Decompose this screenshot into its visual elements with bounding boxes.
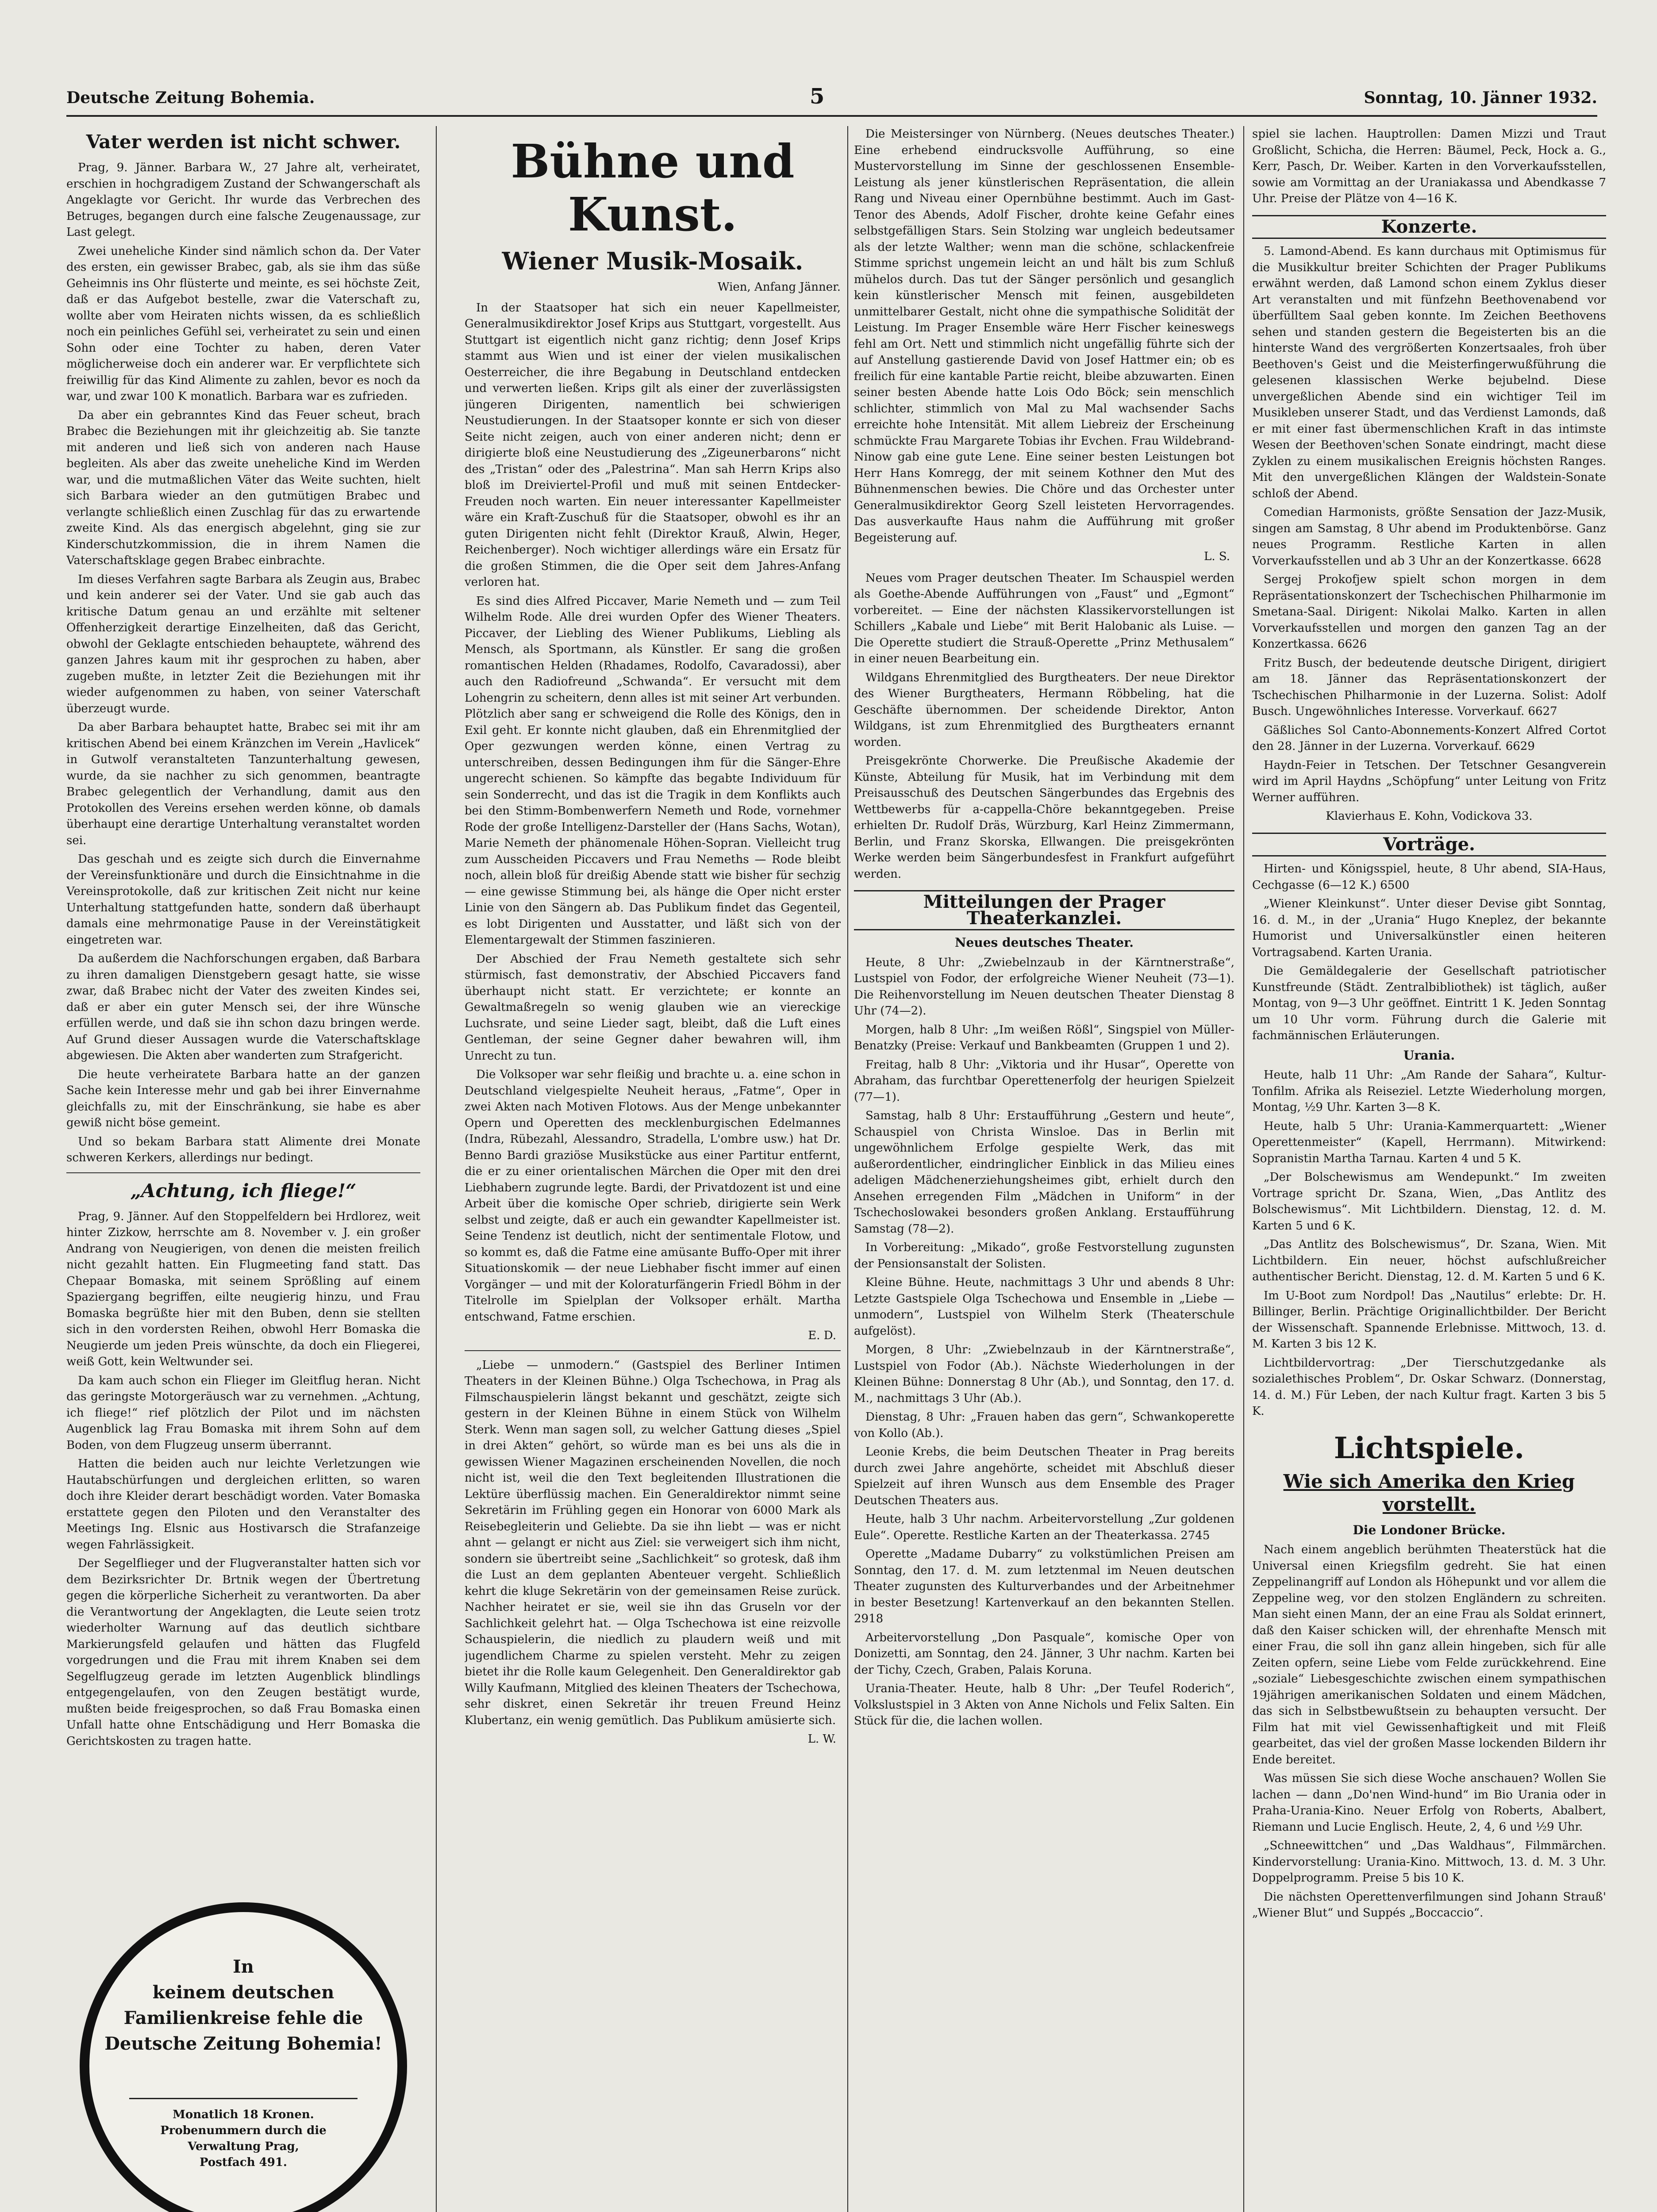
notice-paragraph: Dienstag, 8 Uhr: „Frauen haben das gern“, Schwankoperette von Kollo (Ab.). <box>854 1410 1234 1440</box>
notice-paragraph: Operette „Madame Dubarry“ zu volkstümlichen Preisen am Sonntag, den 17. d. M. zum letztenmal im Neuen deutschen Theater zugunsten des Kulturverbandes und der Arbeitnehmer in bester Besetzung! Kartenverkauf an den bekannten Stellen. 2918 <box>854 1548 1234 1625</box>
subscription-advertisement <box>80 1902 407 2212</box>
column-rule <box>1243 126 1244 2212</box>
section-title-theaterkanzlei: Mitteilungen der Prager Theaterkanzlei. <box>854 890 1234 930</box>
ad-line: keinem deutschen <box>152 1982 334 2003</box>
page-number: 5 <box>810 84 825 109</box>
column-4 <box>1252 126 1606 2212</box>
ad-line: Verwaltung Prag, <box>188 2140 299 2153</box>
column-2 <box>465 126 841 2212</box>
ad-line: Probenummern durch die <box>160 2124 327 2137</box>
ad-details <box>89 2107 397 2170</box>
article-paragraph: Da aber Barbara behauptet hatte, Brabec sei mit ihr am kritischen Abend bei einem Kränzchen im Verein „Havlicek“ in Gutwolf veranstalteten Tanzunterhaltung gewesen, wurde, da sie nachher zu sich genommen, beantragte Brabec gelegentlich der Verhandlung, damit aus den Protokollen des Vereins ersehen werden könne, ob damals überhaupt eine derartige Unterhaltung veranstaltet worden sei. <box>66 721 420 847</box>
notice-paragraph: 5. Lamond-Abend. Es kann durchaus mit Optimismus für die Musikkultur breiter Schichten der Prager Publikums erwähnt werden, daß Lamond schon einem Zyklus dieser Art veranstalten und mit fünfzehn Beethovenabend vor überfülltem Saal geben konnte. Im Zeichen Beethovens sehen und standen gestern die Begeisterten bis an die hinterste Wand des vergrößerten Konzertsaales, froh über Beethoven's Geist und die Meisterfingerwußführung die gelesenen klassischen Werke bejubelnd. Diese unvergeßlichen Abende sind ein wichtiger Teil im Musikleben unserer Stadt, und das Verdienst Lamonds, daß er mit einer fast übermenschlichen Kraft in das intimste Wesen der Beethoven'schen Sonate eindringt, macht diese Zyklen zu einem musikalischen Ereignis höchsten Ranges. Mit den unvergeßlichen Klängen der Waldstein-Sonate schloß der Abend. <box>1252 245 1606 500</box>
notice-paragraph: „Der Bolschewismus am Wendepunkt.“ Im zweiten Vortrage spricht Dr. Szana, Wien, „Das Antlitz des Bolschewismus“. Mit Lichtbildern. Dienstag, 12. d. M. Karten 5 und 6 K. <box>1252 1171 1606 1233</box>
notice-paragraph: Fritz Busch, der bedeutende deutsche Dirigent, dirigiert am 18. Jänner das Repräsentationskonzert der Tschechischen Philharmonie in der Luzerna. Solist: Adolf Busch. Ungewöhnliches Interesse. Vorverkauf. 6627 <box>1252 656 1606 718</box>
column-1 <box>66 126 420 1989</box>
section-subtitle-urania: Urania. <box>1403 1048 1455 1063</box>
section-title-konzerte: Konzerte. <box>1252 215 1606 239</box>
notice-paragraph: Heute, halb 3 Uhr nachm. Arbeitervorstellung „Zur goldenen Eule“. Operette. Restliche Karten an der Theaterkassa. 2745 <box>854 1513 1234 1542</box>
notice-paragraph: Lichtbildervortrag: „Der Tierschutzgedanke als sozialethisches Problem“, Dr. Oskar Schwarz. (Donnerstag, 14. d. M.) Für Leben, der nach Kultur fragt. Karten 3 bis 5 K. <box>1252 1356 1606 1418</box>
notice-paragraph: Heute, 8 Uhr: „Zwiebelnzaub in der Kärntnerstraße“, Lustspiel von Fodor, der erfolgreiche Wiener Neuheit (73—1). Die Reihenvorstellung im Neuen deutschen Theater Dienstag 8 Uhr (74—2). <box>854 956 1234 1018</box>
article-paragraph: Nach einem angeblich berühmten Theaterstück hat die Universal einen Kriegsfilm gedreht. Sie hat einen Zeppelinangriff auf London als Höhepunkt und vor allem die Zeppeline weg, vor den stolzen Engländern zu schreiten. Man sieht einen Mann, der an eine Frau als Soldat erinnert, daß den Kaiser schicken will, der ehrenhafte Mensch mit einer Frau, die soll ihn ganz allein hingeben, sich für alle Zeiten opfern, seine Liebe vom Felde zurückkehrend. Eine „soziale“ Liebesgeschichte zwischen einem sympathischen 19jährigen amerikanischen Soldaten und einem Mädchen, das sich in Selbstbewußtsein zu behaupten versucht. Der Film hat mit viel Gewissenhaftigkeit und mit Fleiß gearbeitet, das viel der großen Masse lockenden Bildern ihr Ende bereitet. <box>1252 1543 1606 1767</box>
notice-paragraph: Freitag, halb 8 Uhr: „Viktoria und ihr Husar“, Operette von Abraham, das furchtbar Operettenerfolg der heurigen Spielzeit (77—1). <box>854 1058 1234 1104</box>
ad-line: Deutsche Zeitung Bohemia! <box>104 2033 382 2054</box>
ad-line: Monatlich 18 Kronen. <box>173 2108 314 2121</box>
article-paragraph: Preisgekrönte Chorwerke. Die Preußische Akademie der Künste, Abteilung für Musik, hat im Verbindung mit dem Preisausschuß des Deutschen Sängerbundes das Ergebnis des Wettbewerbs für a-cappella-Chöre bekanntgegeben. Preise erhielten Dr. Rudolf Dräs, Würzburg, Karl Heinz Zimmermann, Berlin, und Franz Skorska, Ellwangen. Die preisgekrönten Werke werden beim Sängerbundesfest in Frankfurt aufgeführt werden. <box>854 754 1234 881</box>
article-paragraph: Neues vom Prager deutschen Theater. Im Schauspiel werden als Goethe-Abende Aufführungen von „Faust“ und „Egmont“ vorbereitet. — Eine der nächsten Klassikervorstellungen ist Schillers „Kabale und Liebe“ mit Berit Halobanic als Luise. — Die Operette studiert die Strauß-Operette „Prinz Methusalem“ in einer neuen Bearbeitung ein. <box>854 571 1234 665</box>
article-paragraph: Hatten die beiden auch nur leichte Verletzungen wie Hautabschürfungen und dergleichen erlitten, so waren doch ihre Kleider derart beschädigt worden. Vater Bomaska erstattete gegen den Piloten und den Veranstalter des Meetings Ing. Elsnic aus Hostivarsch die Strafanzeige wegen Fahrlässigkeit. <box>66 1457 420 1551</box>
article-paragraph: Zwei uneheliche Kinder sind nämlich schon da. Der Vater des ersten, ein gewisser Brabec, gab, als sie ihm das süße Geheimnis ins Ohr flüsterte und meinte, es sei höchste Zeit, daß er das Aufgebot bestelle, zwar die Vaterschaft zu, wollte aber vom Heiraten nichts wissen, da es schließlich noch ein peinliches Gefühl sei, verheiratet zu sein und einen Sohn oder eine Tochter zu haben, deren Vater möglicherweise doch ein anderer war. Er verpflichtete sich freiwillig für das Kind Alimente zu zahlen, bevor es noch da war, und zwar 100 K monatlich. Barbara war es zufrieden. <box>66 244 420 403</box>
notice-paragraph: In Vorbereitung: „Mikado“, große Festvorstellung zugunsten der Pensionsanstalt der Solisten. <box>854 1241 1234 1271</box>
article-paragraph: Da aber ein gebranntes Kind das Feuer scheut, brach Brabec die Beziehungen mit ihr gleichzeitig ab. Sie tanzte mit anderen und ließ sich von anderen nach Hause begleiten. Als aber das zweite uneheliche Kind im Werden war, und die mutmaßlichen Väter das Weite suchten, hielt sich Barbara wieder an den gutmütigen Brabec und verlangte schließlich einen Zuschlag für das zu erwartende zweite Kind. Als das energisch abgelehnt, ging sie zur Kinderschutzkommission, die in ihrem Namen die Vaterschaftsklage gegen Brabec einbrachte. <box>66 408 420 567</box>
dateline: Wien, Anfang Jänner. <box>717 280 841 294</box>
article-paragraph: Da kam auch schon ein Flieger im Gleitflug heran. Nicht das geringste Motorgeräusch war zu vernehmen. „Achtung, ich fliege!“ rief plötzlich der Pilot und im nächsten Augenblick lag Frau Bomaska mit ihrem Sohn auf dem Boden, von dem Flugzeug unserm überrannt. <box>66 1374 420 1452</box>
article-paragraph: Prag, 9. Jänner. Barbara W., 27 Jahre alt, verheiratet, erschien in hochgradigem Zustand der Schwangerschaft als Angeklagte vor Gericht. Ihr wurde das Verbrechen des Betruges, begangen durch eine falsche Zeugenaussage, zur Last gelegt. <box>66 161 420 239</box>
column-rule <box>847 126 848 2212</box>
notice-paragraph: Heute, halb 11 Uhr: „Am Rande der Sahara“, Kultur-Tonfilm. Afrika als Reiseziel. Letzte Wiederholung morgen, Montag, ½9 Uhr. Karten 3—8 K. <box>1252 1068 1606 1114</box>
section-title-buehne: Bühne und Kunst. <box>511 134 795 242</box>
notice-paragraph: „Schneewittchen“ und „Das Waldhaus“, Filmmärchen. Kindervorstellung: Urania-Kino. Mittwoch, 13. d. M. 3 Uhr. Doppelprogramm. Preise 5 bis 10 K. <box>1252 1839 1606 1885</box>
article-paragraph: „Liebe — unmodern.“ (Gastspiel des Berliner Intimen Theaters in der Kleinen Bühne.) Olga Tschechowa, in Prag als Filmschauspielerin längst bekannt und geschätzt, zeigte sich gestern in der Kleinen Bühne in einem Stück von Wilhelm Sterk. Wenn man sagen soll, zu welcher Gattung dieses „Spiel in drei Akten“ gehört, so würde man es bei uns als die in gewissen Wiener Magazinen erscheinenden Novellen, die noch nicht ist, weil die den Text begleitenden Illustrationen die Lektüre überflüssig machen. Ein Generaldirektor nimmt seine Sekretärin im Frühling gegen ein Honorar von 6000 Mark als Reisebegleiterin und Geliebte. Da sie ihn liebt — was er nicht ahnt — gelangt er nicht aus Ziel: sie verweigert sich ihm nicht, sondern sie übertreibt seine „Sachlichkeit“ so grotesk, daß ihm die Lust an dem geplanten Abenteuer vergeht. Schließlich kehrt die kluge Sekretärin von der gemeinsamen Reise zurück. Nachher heiratet er sie, weil sie ihn das Gruseln vor der Sachlichkeit gelehrt hat. — Olga Tschechowa ist eine reizvolle Schauspielerin, die niedlich zu plaudern weiß und mit jugendlichem Charme zu spielen versteht. Mehr zu zeigen bietet ihr die Rolle kaum Gelegenheit. Den Generaldirektor gab Willy Kaufmann, Mitglied des kleinen Theaters der Tschechowa, sehr diskret, einen Sekretär ihr treuen Freund Heinz Klubertanz, ein wenig gemütlich. Das Publikum amüsierte sich. <box>465 1358 841 1727</box>
notice-paragraph: Urania-Theater. Heute, halb 8 Uhr: „Der Teufel Roderich“, Volkslustspiel in 3 Akten von Anne Nichols und Felix Salten. Ein Stück für die, die lachen wollen. <box>854 1682 1234 1728</box>
divider <box>465 1350 841 1351</box>
notice-paragraph: spiel sie lachen. Hauptrollen: Damen Mizzi und Traut Großlicht, Schicha, die Herren: Bäumel, Peck, Hock a. G., Kerr, Pasch, Dr. Weiber. Karten in den Vorverkaufsstellen, sowie am Vormittag an der Uraniakassa und Abendkasse 7 Uhr. Preise der Plätze von 4—16 K. <box>1252 127 1606 205</box>
section-title-lichtspiele: Lichtspiele. <box>1334 1430 1525 1465</box>
ad-line: Familienkreise fehle die <box>123 2008 363 2028</box>
author-signature: E. D. <box>808 1329 836 1342</box>
article-paragraph: Da außerdem die Nachforschungen ergaben, daß Barbara zu ihren damaligen Dienstgebern gesagt hatte, sie wisse zwar, daß Brabec nicht der Vater des zweiten Kindes sei, daß er aber ein guter Mensch sei, der ihre Wünsche erfüllen werde, und daß sie ihn schon dazu bringen werde. Auf Grund dieser Aussagen wurde die Vaterschaftsklage abgewiesen. Die Akten aber wanderten zum Strafgericht. <box>66 952 420 1062</box>
notice-paragraph: Gäßliches Sol Canto-Abonnements-Konzert Alfred Cortot den 28. Jänner in der Luzerna. Vorverkauf. 6629 <box>1252 723 1606 753</box>
notice-paragraph: „Wiener Kleinkunst“. Unter dieser Devise gibt Sonntag, 16. d. M., in der „Urania“ Hugo Kneplez, der bekannte Humorist und Universalkünstler einen heiteren Vortragsabend. Karten Urania. <box>1252 897 1606 959</box>
notice-paragraph: Die Gemäldegalerie der Gesellschaft patriotischer Kunstfreunde (Städt. Zentralbibliothek) ist täglich, außer Montag, von 9—3 Uhr geöffnet. Eintritt 1 K. Jeden Sonntag um 10 Uhr vorm. Führung durch die Galerie mit fachmännischen Erläuterungen. <box>1252 964 1606 1042</box>
notice-paragraph: Comedian Harmonists, größte Sensation der Jazz-Musik, singen am Samstag, 8 Uhr abend im Produktenbörse. Ganz neues Programm. Restliche Karten in allen Vorverkaufsstellen und ab 3 Uhr an der Konzertkasse. 6628 <box>1252 506 1606 568</box>
notice-paragraph: Im U-Boot zum Nordpol! Das „Nautilus“ erlebte: Dr. H. Billinger, Berlin. Prächtige Originallichtbilder. Der Bericht der Wissenschaft. Spannende Erlebnisse. Mittwoch, 13. d. M. Karten 3 bis 12 K. <box>1252 1289 1606 1351</box>
article-paragraph: Die heute verheiratete Barbara hatte an der ganzen Sache kein Interesse mehr und gab bei ihrer Einvernahme gleichfalls zu, mit der Einschränkung, sie habe es aber gewiß nicht böse gemeint. <box>66 1068 420 1129</box>
article-paragraph: Die Meistersinger von Nürnberg. (Neues deutsches Theater.) Eine erhebend eindrucksvolle Aufführung, so eine Mustervorstellung im Sinne der geschlossenen Ensemble-Leistung als jener künstlerischen Repräsentation, die allein Rang und Niveau einer Opernbühne bestimmt. Auch im Gast-Tenor des Abends, Adolf Fischer, drohte keine Gefahr eines selbstgefälligen Stars. Sein Stolzing war ungleich bedeutsamer als der letzte Walther; wenn man die schöne, schlackenfreie Stimme sprichst ungemein leicht an und hält bis zum Schluß mühelos durch. Das tut der Sänger persönlich und gesanglich kein künstlerischer Mensch mit feinen, ausgebildeten unmittelbarer Gestalt, nicht ohne die sympathische Solidität der Leistung. Im Prager Ensemble wäre Herr Fischer keineswegs fehl am Ort. Nett und stimmlich nicht ungefällig führte sich der auf Anstellung gastierende David von Josef Hattmer ein; ob es freilich für eine kantable Partie reicht, bleibe abzuwarten. Einen seiner besten Abende hatte Lois Odo Böck; sein menschlich schlichter, stimmlich von Mal zu Mal wachsender Sachs erreichte hohe Intensität. Mit allem Liebreiz der Erscheinung schmückte Frau Margarete Tobias ihr Evchen. Frau Wildebrand-Ninow gab eine gute Lene. Eine seiner besten Leistungen bot Herr Hans Komregg, der mit seinem Kothner den Mut des Bühnenmenschen bewies. Die Chöre und das Orchester unter Generalmusikdirektor Georg Szell leisteten Hervorragendes. Das ausverkaufte Haus nahm die Aufführung mit großer Begeisterung auf. <box>854 127 1234 545</box>
issue-date: Sonntag, 10. Jänner 1932. <box>1364 88 1597 107</box>
section-subtitle: Neues deutsches Theater. <box>954 935 1134 950</box>
divider <box>66 1172 420 1173</box>
paper-name: Deutsche Zeitung Bohemia. <box>66 88 315 107</box>
notice-paragraph: Morgen, halb 8 Uhr: „Im weißen Rößl“, Singspiel von Müller-Benatzky (Preise: Verkauf und Bankbeamten (Gruppen 1 und 2). <box>854 1023 1234 1052</box>
notice-paragraph: Sergej Prokofjew spielt schon morgen in dem Repräsentationskonzert der Tschechischen Philharmonie im Smetana-Saal. Dirigent: Nikolai Malko. Karten in allen Vorverkaufsstellen und morgen den ganzen Tag an der Konzertkassa. 6626 <box>1252 573 1606 651</box>
article-title-amerika: Wie sich Amerika den Krieg vorstellt. <box>1283 1470 1575 1515</box>
notice-paragraph: Morgen, 8 Uhr: „Zwiebelnzaub in der Kärntnerstraße“, Lustspiel von Fodor (Ab.). Nächste Wiederholungen in der Kleinen Bühne: Donnerstag 8 Uhr (Ab.), und Sonntag, den 17. d. M., nachmittags 3 Uhr (Ab.). <box>854 1343 1234 1405</box>
notice-paragraph: Arbeitervorstellung „Don Pasquale“, komische Oper von Donizetti, am Sonntag, den 24. Jänner, 3 Uhr nachm. Karten bei der Tichy, Czech, Graben, Palais Koruna. <box>854 1631 1234 1677</box>
notice-paragraph: Samstag, halb 8 Uhr: Erstaufführung „Gestern und heute“, Schauspiel von Christa Winsloe. Das in Berlin mit ungewöhnlichem Erfolge gespielte Werk, das mit außerordentlicher, eindringlicher Einblick in das Milieu eines adeligen Mädchenerziehungsheimes gibt, erhielt durch den Ansehen erregenden Film „Mädchen in Uniform“ in der Tschechoslowakei besonders großen Anklang. Erstaufführung Samstag (78—2). <box>854 1109 1234 1236</box>
notice-paragraph: Heute, halb 5 Uhr: Urania-Kammerquartett: „Wiener Operettenmeister“ (Kapell, Herrmann). Mitwirkend: Sopranistin Martha Tarnau. Karten 4 und 5 K. <box>1252 1119 1606 1165</box>
section-title-vortraege: Vorträge. <box>1252 833 1606 857</box>
author-signature: L. W. <box>807 1732 836 1746</box>
notice-paragraph: Die nächsten Operettenverfilmungen sind Johann Strauß' „Wiener Blut“ und Suppés „Boccaccio“. <box>1252 1890 1606 1920</box>
article-paragraph: Die Volksoper war sehr fleißig und brachte u. a. eine schon in Deutschland vielgespielte Neuheit heraus, „Fatme“, Oper in zwei Akten nach Motiven Flotows. Aus der Menge unbekannter Opern und Operetten des mecklenburgischen Edelmannes (Indra, Rübezahl, Alessandro, Stradella, L'ombre usw.) hat Dr. Benno Bardi graziöse Musikstücke aus einer Partitur entfernt, die er zu einer orientalischen Märchen die Oper mit den drei Liebhabern zugrunde legte. Bardi, der Privatdozent ist und eine Arbeit über die komische Oper schrieb, dirigierte sein Werk selbst und zeigte, daß er auch ein gewandter Kapellmeister ist. Seine Tendenz ist deutlich, nicht der sentimentale Flotow, und so kommt es, daß die Fatme eine amüsante Buffo-Oper mit ihrer Situationskomik — der neue Liebhaber fischt immer auf einen Vorgänger — und mit der Koloraturfängerin Friedl Böhm in der Titelrolle im Spielplan der Volksoper erhält. Martha entschwand, Fatme erschien. <box>465 1068 841 1324</box>
article-paragraph: Im dieses Verfahren sagte Barbara als Zeugin aus, Brabec und kein anderer sei der Vater. Und sie gab auch das kritische Datum genau an und erzählte mit seltener Offenherzigkeit derartige Einzelheiten, daß das Gericht, obwohl der Geklagte entschieden behauptete, während des ganzen Jahres kaum mit ihr gesprochen zu haben, aber zugeben mußte, in letzter Zeit die Beziehungen mit ihr wieder aufgenommen zu haben, von seiner Vaterschaft überzeugt wurde. <box>66 572 420 715</box>
column-3 <box>854 126 1234 2212</box>
article-paragraph: Wildgans Ehrenmitglied des Burgtheaters. Der neue Direktor des Wiener Burgtheaters, Hermann Röbbeling, hat die Geschäfte übernommen. Der scheidende Direktor, Anton Wildgans, ist zum Ehrenmitglied des Burgtheaters ernannt worden. <box>854 671 1234 749</box>
masthead <box>66 84 1597 117</box>
article-title-vater: Vater werden ist nicht schwer. <box>86 131 401 153</box>
article-title-musik-mosaik: Wiener Musik-Mosaik. <box>502 247 804 275</box>
ad-headline <box>89 1954 397 2057</box>
article-paragraph: Der Segelflieger und der Flugveranstalter hatten sich vor dem Bezirksrichter Dr. Brtnik wegen der Übertretung gegen die körperliche Sicherheit zu verantworten. Da aber die Verantwortung der Angeklagten, die Leute seien trotz wiederholter Warnung auf das deutlich sichtbare Markierungsfeld gelaufen und hätten das Flugfeld vorgedrungen und die Frau mit ihrem Knaben sei dem Segelflugzeug gerade im letzten Augenblick blindlings entgegengelaufen, von den Zeugen bestätigt wurde, mußten beide freigesprochen, so daß Frau Bomaska einen Unfall hatte ohne Entschädigung und Herr Bomaska die Gerichtskosten zu tragen hatte. <box>66 1557 420 1748</box>
ad-line: Postfach 491. <box>200 2156 287 2169</box>
article-subtitle: Die Londoner Brücke. <box>1353 1522 1506 1537</box>
notice-paragraph: Klavierhaus E. Kohn, Vodickova 33. <box>1326 810 1533 823</box>
article-paragraph: In der Staatsoper hat sich ein neuer Kapellmeister, Generalmusikdirektor Josef Krips aus Stuttgart, vorgestellt. Aus Stuttgart ist eigentlich nicht ganz richtig; denn Josef Krips stammt aus Wien und ist einer der vielen musikalischen Oesterreicher, die ihre Begabung in Deutschland entdecken und verwerten ließen. Krips gilt als einer der zuverlässigsten jüngeren Dirigenten, namentlich bei schwierigen Neustudierungen. In der Staatsoper konnte er sich von dieser Seite nicht zeigen, auch von einer anderen nicht; denn er dirigierte bloß eine Neustudierung des „Zigeunerbarons“ nicht des „Tristan“ oder des „Palestrina“. Man sah Herrn Krips also bloß im Dreiviertel-Profil und muß mit seinen Entdecker-Freuden noch warten. Ein neuer interessanter Kapellmeister wäre ein Kraft-Zuschuß für die Staatsoper, obwohl es ihr an guten Dirigenten nicht fehlt (Direktor Krauß, Alwin, Heger, Reichenberger). Noch wichtiger allerdings wäre ein Ersatz für die großen Stimmen, die die Oper seit dem Jahres-Anfang verloren hat. <box>465 301 841 589</box>
article-paragraph: Das geschah und es zeigte sich durch die Einvernahme der Vereinsfunktionäre und durch die Einsichtnahme in die Vereinsprotokolle, daß zur kritischen Zeit nicht nur keine Unterhaltung stattgefunden hatte, sondern daß überhaupt damals eine mehrmonatige Pause in der Vereinstätigkeit eingetreten war. <box>66 853 420 947</box>
ad-line: In <box>233 1956 254 1977</box>
article-title-achtung: „Achtung, ich fliege!“ <box>130 1179 357 1202</box>
author-signature: L. S. <box>1204 550 1230 563</box>
article-paragraph: Und so bekam Barbara statt Alimente drei Monate schweren Kerkers, allerdings nur bedingt. <box>66 1135 420 1164</box>
ad-divider <box>129 2098 358 2099</box>
article-paragraph: Der Abschied der Frau Nemeth gestaltete sich sehr stürmisch, fast demonstrativ, der Abschied Piccavers fand überhaupt nicht statt. Er verzichtete; er konnte an Gewaltmaßregeln so wenig glauben wie an viereckige Luchsrate, und seine Lieder sagt, bleibt, daß die Luft eines Gentleman, der seine Gegner daher bewahren will, ihm Unrecht zu tun. <box>465 952 841 1063</box>
notice-paragraph: Hirten- und Königsspiel, heute, 8 Uhr abend, SIA-Haus, Cechgasse (6—12 K.) 6500 <box>1252 862 1606 892</box>
notice-paragraph: Kleine Bühne. Heute, nachmittags 3 Uhr und abends 8 Uhr: Letzte Gastspiele Olga Tschechowa und Ensemble in „Liebe — unmodern“, Lustspiel von Wilhelm Sterk (Theaterschule aufgelöst). <box>854 1276 1234 1338</box>
notice-paragraph: Leonie Krebs, die beim Deutschen Theater in Prag bereits durch zwei Jahre angehörte, scheidet mit Abschluß dieser Spielzeit auf ihren Wunsch aus dem Ensemble des Prager Deutschen Theaters aus. <box>854 1445 1234 1507</box>
article-paragraph: Es sind dies Alfred Piccaver, Marie Nemeth und — zum Teil Wilhelm Rode. Alle drei wurden Opfer des Wiener Theaters. Piccaver, der Liebling des Wiener Publikums, Liebling als Mensch, als Sportmann, als Künstler. Er sang die großen romantischen Helden (Rhadames, Rodolfo, Cavaradossi), aber auch den Radiofreund „Schwanda“. Er versucht mit dem Lohengrin zu scheitern, denn alles ist mit seiner Art verbunden. Plötzlich aber sang er schweigend die Rolle des Königs, den in Exil geht. Er konnte nicht glauben, daß ein Ehrenmitglied der Oper gezwungen werden könne, einen Vertrag zu unterschreiben, dessen Bedingungen ihm für die Sänger-Ehre ungerecht schienen. So kämpfte das begabte Individuum für sein Sonderrecht, und das ist die Tragik in dem Konflikts auch bei den Stimm-Bombenwerfern Nemeth und Rode, vornehmer Rode der große Intelligenz-Darsteller der (Hans Sachs, Wotan), Marie Nemeth der phänomenale Höhen-Sopran. Vielleicht trug zum Ausscheiden Piccavers und Frau Nemeths — Rode bleibt noch, allein bloß für dreißig Abende statt wie bisher für sechzig — eine gewisse Stimmung bei, als hänge die Oper nicht erster Linie von den Sängern ab. Das Publikum findet das Gegenteil, es lobt Dirigenten und Ausstatter, und läßt sich von der Elementargewalt der Stimmen faszinieren. <box>465 594 841 947</box>
column-rule <box>436 126 437 2212</box>
article-paragraph: Prag, 9. Jänner. Auf den Stoppelfeldern bei Hrdlorez, weit hinter Zizkow, herrschte am 8. November v. J. ein großer Andrang von Neugierigen, von denen die meisten freilich nicht gezahlt hatten. Ein Flugmeeting fand statt. Das Chepaar Bomaska, mit seinem Sprößling auf einem Spaziergang begriffen, eilte neugierig hinzu, und Frau Bomaska begrüßte hier mit den Buben, denn sie stellten sich in den vordersten Reihen, obwohl Herr Bomaska die Neugierde um jeden Preis wünschte, da doch ein Fliegerei, weiß Gott, kein Weltwunder sei. <box>66 1210 420 1368</box>
notice-paragraph: Was müssen Sie sich diese Woche anschauen? Wollen Sie lachen — dann „Do'nen Wind-hund“ im Bio Urania oder in Praha-Urania-Kino. Neuer Erfolg von Roberts, Abalbert, Riemann und Lucie Englisch. Heute, 2, 4, 6 und ½9 Uhr. <box>1252 1772 1606 1834</box>
notice-paragraph: Haydn-Feier in Tetschen. Der Tetschner Gesangverein wird im April Haydns „Schöpfung“ unter Leitung von Fritz Werner aufführen. <box>1252 758 1606 804</box>
notice-paragraph: „Das Antlitz des Bolschewismus“, Dr. Szana, Wien. Mit Lichtbildern. Ein neuer, höchst aufschlußreicher authentischer Bericht. Dienstag, 12. d. M. Karten 5 und 6 K. <box>1252 1238 1606 1283</box>
